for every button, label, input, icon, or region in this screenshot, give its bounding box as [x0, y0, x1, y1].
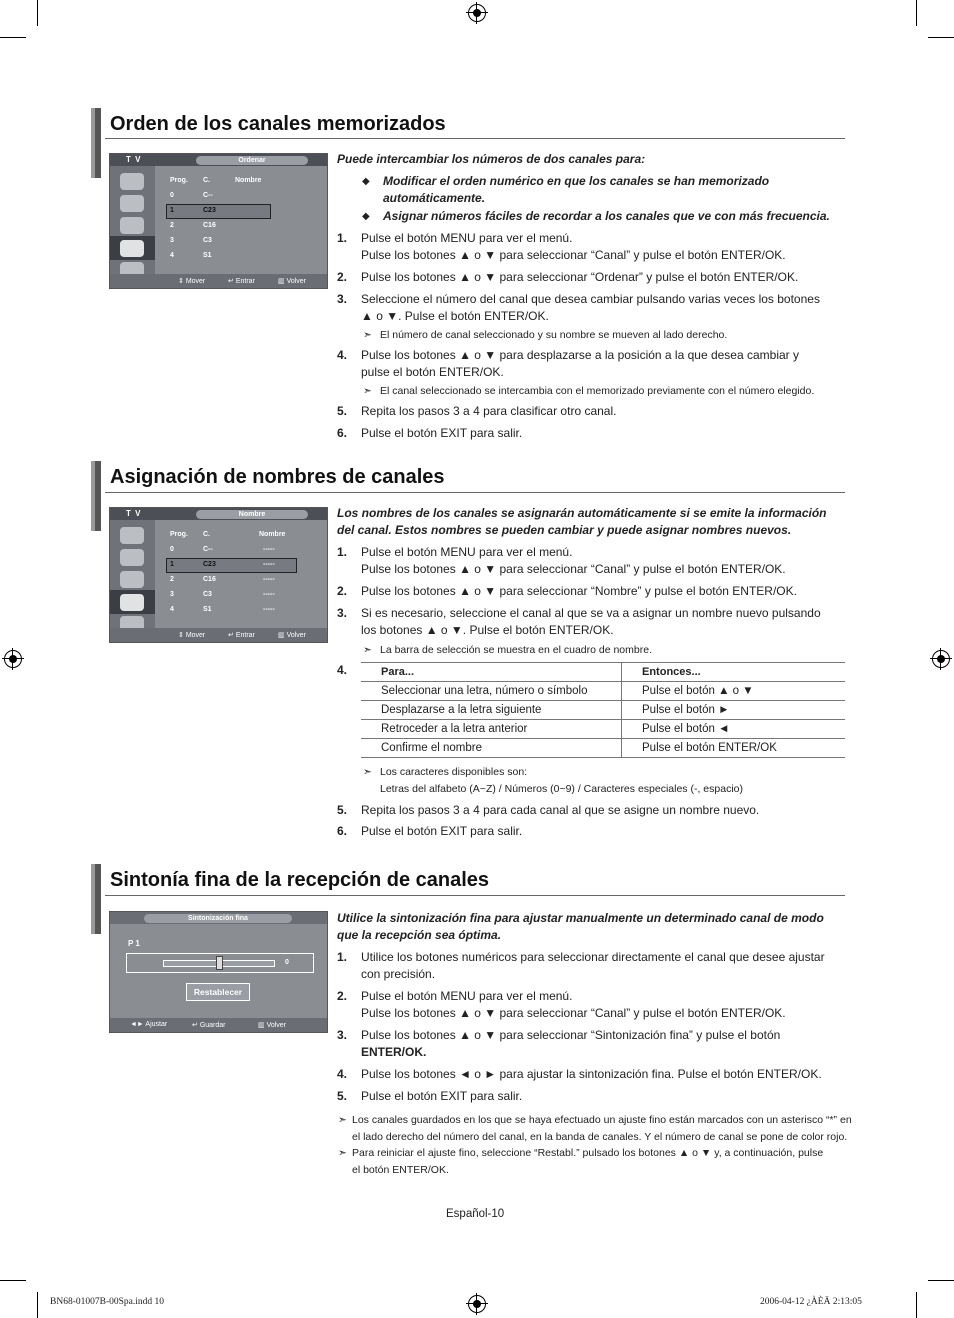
step-number: 4. — [337, 663, 348, 677]
step-text: Pulse los botones ▲ o ▼ para seleccionar “Canal” y pulse el botón ENTER/OK. — [361, 562, 786, 576]
crop-mark — [0, 1280, 26, 1281]
row-name: ----- — [263, 606, 275, 613]
step-number: 6. — [337, 824, 348, 838]
osd-menu-title: Ordenar — [196, 156, 308, 165]
registration-mark-icon — [468, 1295, 486, 1313]
row-name: ----- — [263, 591, 275, 598]
sound-icon — [120, 195, 144, 212]
step-text: Pulse los botones ▲ o ▼ para seleccionar “Canal” y pulse el botón ENTER/OK. — [361, 1006, 786, 1020]
osd-footer: ◄► Ajustar ↵ Guardar ▥ Volver — [110, 1018, 327, 1032]
step-text: pulse el botón ENTER/OK. — [361, 365, 504, 379]
crop-mark — [928, 1280, 954, 1281]
col-name: Nombre — [235, 177, 262, 184]
step-number: 1. — [337, 545, 348, 559]
row-prog: 0 — [170, 192, 174, 199]
note-arrow-icon: ➣ — [363, 644, 372, 656]
row-name: ----- — [263, 561, 275, 568]
row-prog: 0 — [170, 546, 174, 553]
step-number: 3. — [337, 292, 348, 306]
table-row — [361, 720, 845, 739]
note-text: Para reiniciar el ajuste fino, seleccione “Restabl.” pulsado los botones ▲ o ▼ y, a continuación, pulse — [352, 1147, 824, 1159]
step-number: 6. — [337, 426, 348, 440]
crop-mark — [37, 1292, 38, 1318]
note-text: El número de canal seleccionado y su nombre se mueven al lado derecho. — [380, 329, 728, 341]
intro-text: Utilice la sintonización fina para ajustar manualmente un determinado canal de modo — [337, 911, 824, 925]
row-channel: C-- — [203, 546, 213, 553]
row-prog: 2 — [170, 576, 174, 583]
section-bar — [91, 461, 101, 531]
step-number: 5. — [337, 404, 348, 418]
intro-text: del canal. Estos nombres se pueden cambiar y puede asignar nombres nuevos. — [337, 523, 792, 537]
page-number: Español-10 — [446, 1208, 505, 1220]
picture-icon — [120, 173, 144, 190]
footer-enter: Entrar — [235, 632, 255, 639]
osd-sintonizacion — [109, 911, 328, 1033]
note-text: La barra de selección se muestra en el cuadro de nombre. — [380, 644, 652, 656]
row-channel: S1 — [203, 606, 212, 613]
slider-value: 0 — [285, 959, 289, 966]
step-number: 4. — [337, 1067, 348, 1081]
step-number: 2. — [337, 584, 348, 598]
note-arrow-icon: ➣ — [338, 1147, 347, 1159]
file-name: BN68-01007B-00Spa.indd 10 — [50, 1297, 164, 1307]
step-number: 4. — [337, 348, 348, 362]
footer-back: Volver — [286, 632, 307, 639]
row-channel: C23 — [203, 561, 216, 568]
section-title: Sintonía fina de la recepción de canales — [110, 869, 490, 891]
section-rule — [105, 492, 845, 493]
action-table — [361, 662, 845, 758]
osd-sidebar — [110, 520, 155, 628]
footer-back: Volver — [286, 278, 307, 285]
bullet-icon: ◆ — [362, 211, 370, 222]
step-number: 5. — [337, 1089, 348, 1103]
note-arrow-icon: ➣ — [363, 385, 372, 397]
step-text: Pulse el botón MENU para ver el menú. — [361, 231, 573, 245]
footer-adjust: Ajustar — [145, 1021, 168, 1028]
step-text: ENTER/OK. — [361, 1045, 427, 1059]
table-row — [361, 701, 845, 720]
step-text: Pulse los botones ▲ o ▼ para seleccionar “Canal” y pulse el botón ENTER/OK. — [361, 248, 786, 262]
osd-footer: ⇕ Mover ↵ Entrar ▥ Volver — [110, 628, 327, 642]
step-text: Seleccione el número del canal que desea cambiar pulsando varias veces los botones — [361, 292, 820, 306]
step-text: los botones ▲ o ▼. Pulse el botón ENTER/OK. — [361, 623, 614, 637]
footer-move: Mover — [185, 278, 206, 285]
note-text: el lado derecho del número del canal, en la banda de canales. Y el número de canal se pone de color rojo. — [352, 1131, 848, 1143]
table-row — [361, 739, 845, 758]
row-channel: S1 — [203, 252, 212, 259]
program-label: P 1 — [128, 939, 140, 948]
note-text: El canal seleccionado se intercambia con el memorizado previamente con el número elegido. — [380, 385, 815, 397]
note-text: el botón ENTER/OK. — [352, 1164, 449, 1176]
note-arrow-icon: ➣ — [338, 1114, 347, 1126]
osd-tv-label: T V — [126, 509, 142, 518]
section-bar — [91, 864, 101, 934]
registration-mark-icon — [468, 4, 486, 22]
note-text: Los canales guardados en los que se haya efectuado un ajuste fino están marcados con un asterisco “*” en — [352, 1114, 852, 1126]
step-number: 1. — [337, 231, 348, 245]
row-prog: 2 — [170, 222, 174, 229]
table-cell: Seleccionar una letra, número o símbolo — [361, 682, 622, 701]
crop-mark — [37, 0, 38, 26]
setup-icon — [120, 571, 144, 588]
bullet-text: Asignar números fáciles de recordar a los canales que ve con más frecuencia. — [383, 209, 830, 223]
row-prog: 1 — [170, 207, 174, 214]
note-arrow-icon: ➣ — [363, 329, 372, 341]
row-prog: 3 — [170, 591, 174, 598]
registration-mark-icon — [4, 650, 22, 668]
crop-mark — [916, 1292, 917, 1318]
row-channel: C23 — [203, 207, 216, 214]
step-number: 3. — [337, 606, 348, 620]
table-cell: Desplazarse a la letra siguiente — [361, 701, 622, 720]
crop-mark — [916, 0, 917, 26]
section-title: Asignación de nombres de canales — [110, 466, 445, 488]
step-text: Repita los pasos 3 a 4 para clasificar otro canal. — [361, 404, 617, 418]
section-rule — [105, 138, 845, 139]
slider-thumb[interactable] — [216, 956, 223, 970]
row-name: ----- — [263, 546, 275, 553]
row-channel: C3 — [203, 591, 212, 598]
sound-icon — [120, 549, 144, 566]
step-text: Pulse el botón MENU para ver el menú. — [361, 989, 573, 1003]
step-text: Utilice los botones numéricos para seleccionar directamente el canal que desee ajustar — [361, 950, 825, 964]
bullet-text: automáticamente. — [383, 191, 486, 205]
step-text: Pulse los botones ▲ o ▼ para seleccionar “Sintonización fina” y pulse el botón — [361, 1028, 781, 1042]
row-prog: 4 — [170, 252, 174, 259]
step-number: 2. — [337, 989, 348, 1003]
intro-text: Puede intercambiar los números de dos canales para: — [337, 152, 646, 166]
setup-icon — [120, 217, 144, 234]
step-text: Pulse los botones ▲ o ▼ para seleccionar “Nombre” y pulse el botón ENTER/OK. — [361, 584, 797, 598]
registration-mark-icon — [932, 650, 950, 668]
footer-save: Guardar — [199, 1022, 226, 1029]
section-bar — [91, 108, 101, 178]
table-header: Para... — [361, 663, 622, 682]
row-prog: 1 — [170, 561, 174, 568]
step-number: 3. — [337, 1028, 348, 1042]
note-arrow-icon: ➣ — [363, 766, 372, 778]
table-cell: Pulse el botón ENTER/OK — [622, 739, 846, 758]
step-number: 5. — [337, 803, 348, 817]
bullet-icon: ◆ — [362, 176, 370, 187]
step-text: Pulse el botón EXIT para salir. — [361, 1089, 523, 1103]
footer-move: Mover — [185, 632, 206, 639]
col-c: C. — [203, 531, 210, 538]
note-text: Los caracteres disponibles son: — [380, 766, 528, 778]
table-cell: Pulse el botón ► — [622, 701, 846, 720]
osd-menu-title: Nombre — [196, 510, 308, 519]
osd-menu-title: Sintonización fina — [144, 914, 292, 923]
step-text: Si es necesario, seleccione el canal al que se va a asignar un nombre nuevo pulsando — [361, 606, 821, 620]
osd-footer: ⇕ Mover ↵ Entrar ▥ Volver — [110, 274, 327, 288]
step-text: Pulse los botones ◄ o ► para ajustar la sintonización fina. Pulse el botón ENTER/OK. — [361, 1067, 822, 1081]
step-number: 2. — [337, 270, 348, 284]
row-channel: C16 — [203, 576, 216, 583]
table-cell: Pulse el botón ◄ — [622, 720, 846, 739]
col-prog: Prog. — [170, 177, 188, 184]
fine-tune-slider[interactable] — [126, 953, 314, 973]
footer-enter: Entrar — [235, 278, 255, 285]
table-header: Entonces... — [622, 663, 846, 682]
osd-ordenar — [109, 153, 328, 289]
section-rule — [105, 895, 845, 896]
table-cell: Confirme el nombre — [361, 739, 622, 758]
osd-tv-label: T V — [126, 155, 142, 164]
step-text: ▲ o ▼. Pulse el botón ENTER/OK. — [361, 309, 549, 323]
step-number: 1. — [337, 950, 348, 964]
footer-back: Volver — [266, 1022, 287, 1029]
table-cell: Retroceder a la letra anterior — [361, 720, 622, 739]
col-c: C. — [203, 177, 210, 184]
reset-button[interactable]: Restablecer — [186, 983, 250, 1001]
step-text: Pulse el botón EXIT para salir. — [361, 426, 523, 440]
osd-sidebar — [110, 166, 155, 274]
print-timestamp: 2006-04-12 ¿ÀÈÄ 2:13:05 — [760, 1297, 862, 1307]
row-channel: C-- — [203, 192, 213, 199]
intro-text: que la recepción sea óptima. — [337, 928, 502, 942]
channel-icon — [120, 240, 144, 257]
row-name: ----- — [263, 576, 275, 583]
step-text: Repita los pasos 3 a 4 para cada canal al que se asigne un nombre nuevo. — [361, 803, 760, 817]
row-prog: 4 — [170, 606, 174, 613]
row-channel: C16 — [203, 222, 216, 229]
section-title: Orden de los canales memorizados — [110, 113, 446, 135]
channel-icon — [120, 594, 144, 611]
intro-text: Los nombres de los canales se asignarán automáticamente si se emite la información — [337, 506, 827, 520]
col-prog: Prog. — [170, 531, 188, 538]
bullet-text: Modificar el orden numérico en que los canales se han memorizado — [383, 174, 770, 188]
picture-icon — [120, 527, 144, 544]
col-name: Nombre — [259, 531, 286, 538]
table-cell: Pulse el botón ▲ o ▼ — [622, 682, 846, 701]
step-text: Pulse los botones ▲ o ▼ para seleccionar “Ordenar” y pulse el botón ENTER/OK. — [361, 270, 799, 284]
step-text: con precisión. — [361, 967, 436, 981]
step-text: Pulse los botones ▲ o ▼ para desplazarse a la posición a la que desea cambiar y — [361, 348, 800, 362]
crop-mark — [928, 37, 954, 38]
osd-nombre — [109, 507, 328, 643]
step-text: Pulse el botón MENU para ver el menú. — [361, 545, 573, 559]
row-prog: 3 — [170, 237, 174, 244]
step-text: Pulse el botón EXIT para salir. — [361, 824, 523, 838]
table-row — [361, 682, 845, 701]
crop-mark — [0, 37, 26, 38]
row-channel: C3 — [203, 237, 212, 244]
note-text: Letras del alfabeto (A~Z) / Números (0~9) / Caracteres especiales (-, espacio) — [380, 783, 743, 795]
